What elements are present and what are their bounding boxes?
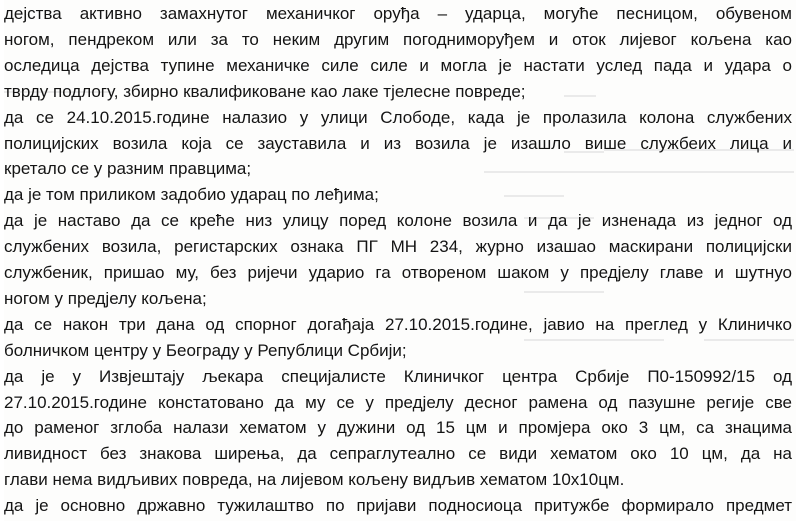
text-line: 27.10.2015.године констатовано да му се у предјелу десног рамена од пазушне регије све — [4, 392, 792, 412]
text-line: службених возила, регистарских ознака ПГ МН 234, журно изашао маскирани полицијски — [4, 237, 792, 257]
text-line: полицијских возила која се зауставила и из возила је изашло више службеих лица и — [4, 133, 792, 153]
text-line: кретало се у разним правцима; — [4, 159, 252, 179]
text-line: да је наставо да се креће низ улицу поред колоне возила и да је изненада из једног од — [4, 211, 792, 231]
text-line: ливидност без знакова ширења, да сепраглутеално се види хематом око 10 цм, да на — [4, 444, 792, 464]
text-line: да се након три дана од спорног догађаја 27.10.2015.године, јавио на преглед у Клиничко — [4, 314, 792, 334]
text-line: до раменог зглоба налази хематом у дужини од 15 цм и промјера око 3 цм, са знацима — [4, 418, 792, 438]
text-line: да се 24.10.2015.године налазио у улици Слободе, када је пролазила колона службених — [4, 107, 792, 127]
text-line: ногом у предјелу кољена; — [4, 288, 207, 308]
text-line: болничком центру у Београду у Републици Србији; — [4, 340, 407, 360]
text-line: глави нема видљивих повреда, на лијевом кољену видљив хематом 10х10цм. — [4, 470, 625, 490]
text-line: дејства активно замахнутог механичког оруђа – ударца, могуће песницом, обувеном — [4, 4, 792, 23]
document-page — [4, 0, 796, 521]
text-line: тврду подлогу, збирно квалификоване као лаке тјелесне повреде; — [4, 81, 526, 101]
text-line: оследица дејства тупине механичке силе силе и могла је настати услед пада и удара о — [4, 55, 792, 75]
text-line: да је том приликом задобио ударац по леђима; — [4, 185, 379, 205]
text-line: службеник, пришао му, без ријечи ударио га отвореном шаком у предјелу главе и шутнуо — [4, 263, 792, 282]
text-line: да је основно државно тужилаштво по пријави подносиоца притужбе формирало предмет — [4, 496, 792, 516]
text-line: да је у Извјештају љекара специјалисте Клиничког центра Србије П0-150992/15 од — [4, 366, 792, 386]
text-line: ногом, пендреком или за то неким другим погодниморуђем и оток лијевог кољена као — [4, 29, 792, 49]
